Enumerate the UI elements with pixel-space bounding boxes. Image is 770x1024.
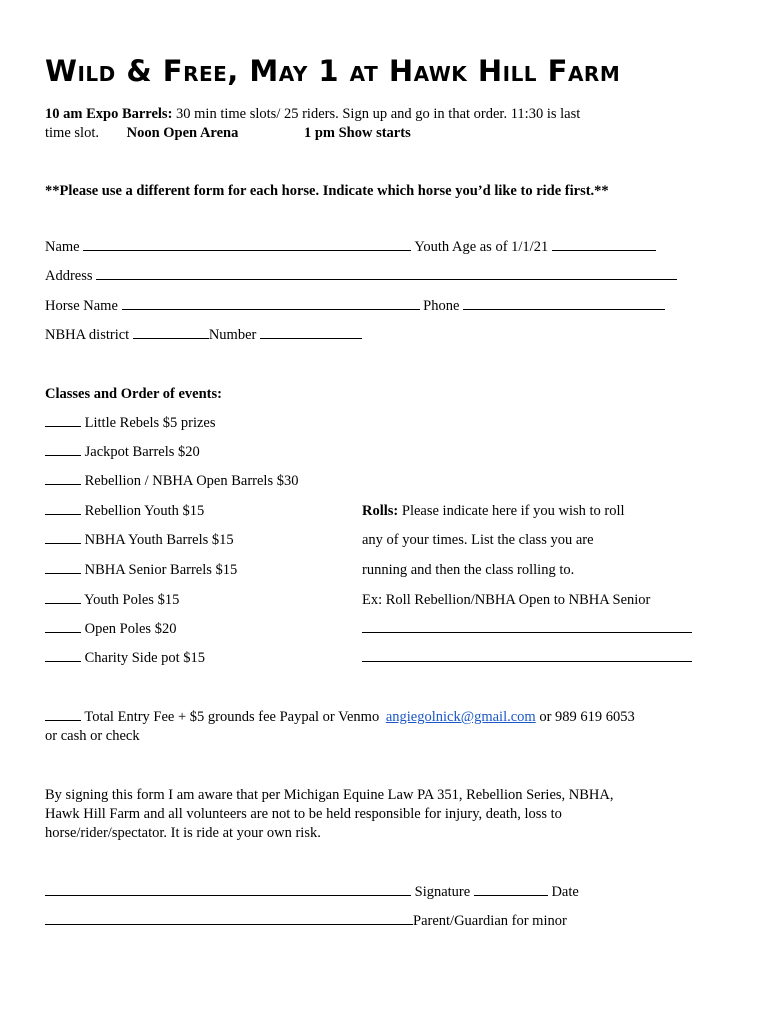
phone-field[interactable]	[463, 297, 665, 310]
waiver-line-1: By signing this form I am aware that per Michigan Equine Law PA 351, Rebellion Series, NBHA,	[45, 787, 614, 803]
youth-age-field[interactable]	[552, 238, 656, 251]
class-row	[45, 561, 237, 579]
intro-line-2	[45, 124, 411, 142]
address-label: Address	[45, 268, 93, 284]
guardian-row	[45, 912, 567, 930]
rolls-line-3: running and then the class rolling to.	[362, 562, 575, 578]
rolls-line-4: Ex: Roll Rebellion/NBHA Open to NBHA Senior	[362, 592, 651, 608]
page-title: Wild & Free, May 1 at Hawk Hill Farm	[45, 54, 621, 88]
signature-label: Signature	[414, 884, 471, 900]
classes-heading: Classes and Order of events:	[45, 386, 222, 402]
class-row	[45, 472, 298, 490]
intro-line-1	[45, 105, 580, 123]
rolls-field-2[interactable]	[362, 649, 692, 662]
class-label: Rebellion Youth $15	[84, 503, 205, 519]
class-row	[45, 414, 216, 432]
guardian-signature-field[interactable]	[45, 912, 413, 925]
open-arena-text: Noon Open Arena	[126, 125, 239, 141]
email-link[interactable]: angiegolnick@gmail.com	[385, 709, 536, 725]
fee-text: Total Entry Fee + $5 grounds fee Paypal or Venmo	[84, 709, 380, 725]
class-row	[45, 591, 179, 609]
horse-row	[45, 297, 665, 315]
fee-after-text: or 989 619 6053	[539, 709, 635, 725]
class-check-field[interactable]	[45, 620, 81, 633]
date-label: Date	[551, 884, 579, 900]
class-check-field[interactable]	[45, 531, 81, 544]
youth-age-label: Youth Age as of 1/1/21	[414, 239, 549, 255]
guardian-label: Parent/Guardian for minor	[413, 913, 567, 929]
total-fee-field[interactable]	[45, 708, 81, 721]
waiver-line-3: horse/rider/spectator. It is ride at your own risk.	[45, 825, 321, 841]
rolls-line-2: any of your times. List the class you are	[362, 532, 594, 548]
name-field[interactable]	[83, 238, 411, 251]
number-field[interactable]	[260, 326, 362, 339]
class-check-field[interactable]	[45, 414, 81, 427]
fee-line-2: or cash or check	[45, 728, 140, 744]
class-row	[45, 502, 204, 520]
date-field[interactable]	[474, 883, 548, 896]
nbha-district-label: NBHA district	[45, 327, 130, 343]
class-label: Youth Poles $15	[84, 592, 180, 608]
waiver-line-2: Hawk Hill Farm and all volunteers are not to be held responsible for injury, death, loss to	[45, 806, 562, 822]
class-label: Open Poles $20	[84, 621, 177, 637]
class-check-field[interactable]	[45, 502, 81, 515]
address-field[interactable]	[96, 267, 677, 280]
expo-text: 30 min time slots/ 25 riders. Sign up and go in that order. 11:30 is last	[172, 106, 581, 122]
class-label: NBHA Youth Barrels $15	[84, 532, 234, 548]
class-label: Jackpot Barrels $20	[84, 444, 200, 460]
signature-row	[45, 883, 579, 901]
class-check-field[interactable]	[45, 472, 81, 485]
horse-name-label: Horse Name	[45, 298, 118, 314]
number-label: Number	[208, 327, 257, 343]
class-row	[45, 649, 205, 667]
rolls-field-1[interactable]	[362, 620, 692, 633]
signature-field[interactable]	[45, 883, 411, 896]
class-label: NBHA Senior Barrels $15	[84, 562, 238, 578]
class-row	[45, 620, 176, 638]
address-row	[45, 267, 677, 285]
nbha-row	[45, 326, 362, 344]
rolls-line-1	[362, 502, 625, 520]
horse-name-field[interactable]	[122, 297, 420, 310]
class-label: Little Rebels $5 prizes	[84, 415, 216, 431]
rolls-text-1: Please indicate here if you wish to roll	[398, 503, 625, 519]
expo-label: 10 am Expo Barrels:	[45, 106, 173, 122]
class-check-field[interactable]	[45, 561, 81, 574]
time-slot-text: time slot.	[45, 125, 99, 141]
name-row	[45, 238, 656, 256]
class-row	[45, 531, 234, 549]
class-label: Charity Side pot $15	[84, 650, 206, 666]
class-check-field[interactable]	[45, 443, 81, 456]
class-label: Rebellion / NBHA Open Barrels $30	[84, 473, 299, 489]
rolls-field-1-row	[362, 620, 692, 638]
show-starts-text: 1 pm Show starts	[303, 125, 411, 141]
rolls-label: Rolls:	[362, 503, 399, 519]
nbha-district-field[interactable]	[133, 326, 209, 339]
class-row	[45, 443, 200, 461]
class-check-field[interactable]	[45, 649, 81, 662]
phone-label: Phone	[423, 298, 460, 314]
class-check-field[interactable]	[45, 591, 81, 604]
notice-text: **Please use a different form for each horse. Indicate which horse you’d like to ride first.**	[45, 183, 609, 199]
name-label: Name	[45, 239, 80, 255]
rolls-field-2-row	[362, 649, 692, 667]
fee-line-1	[45, 708, 635, 726]
